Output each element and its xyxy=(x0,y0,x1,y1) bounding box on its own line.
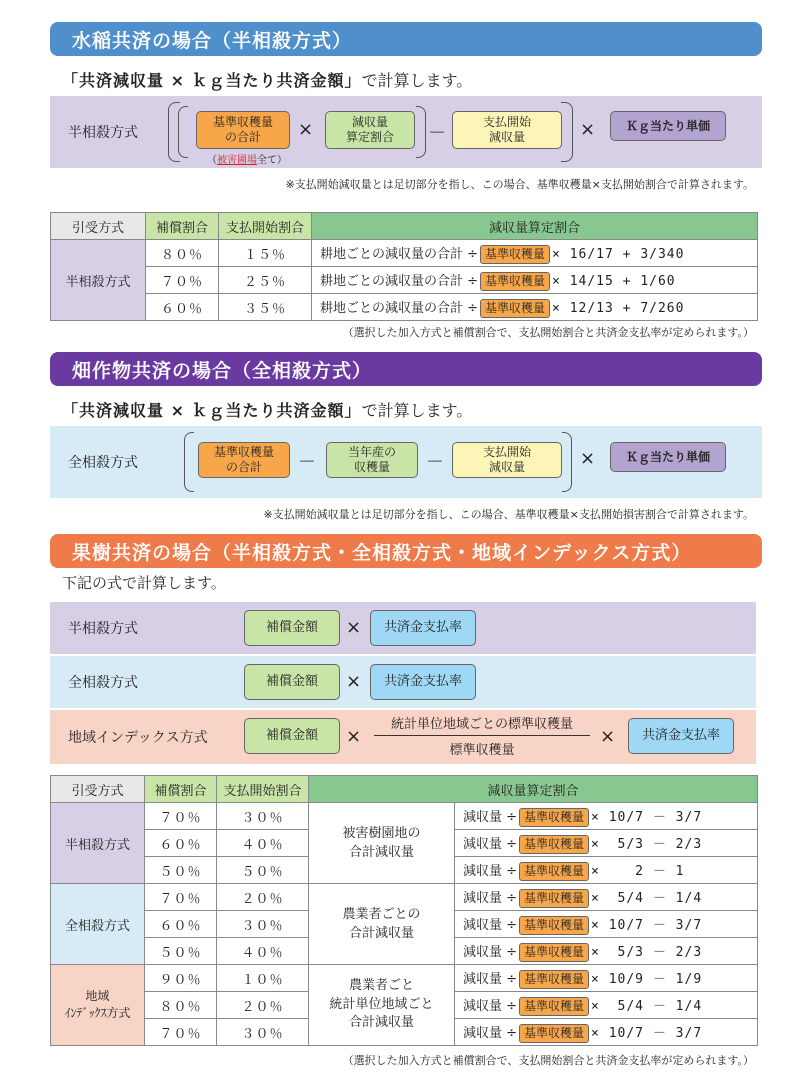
formula-pre: 耕地ごとの減収量の合計 ÷ xyxy=(320,246,479,262)
section-title: 水稲共済の場合（半相殺方式） xyxy=(72,29,353,52)
th-formula: 減収量算定割合 xyxy=(309,776,758,803)
damaged-rest: 全て xyxy=(257,155,277,166)
cell-formula xyxy=(455,1019,758,1046)
th-start: 支払開始割合 xyxy=(217,776,309,803)
lead-text xyxy=(62,398,472,421)
formula-expr: × 16/17 + 3/340 xyxy=(552,246,685,262)
lead-text: 下記の式で計算します。 xyxy=(62,574,226,592)
box-reduction-rate xyxy=(325,111,415,149)
cell-comp: ６０％ xyxy=(145,830,217,857)
reduction-table-rice xyxy=(50,212,758,321)
desc-line: 統計単位地域ごと xyxy=(329,996,434,1012)
box-payment-rate: 共済金支払率 xyxy=(628,718,734,754)
cell-start: ３０％ xyxy=(217,911,309,938)
formula-expr: × 10/7 － 3/7 xyxy=(591,1025,703,1041)
table-note: （選択した加入方式と補償割合で、支払開始割合と共済金支払率が定められます。） xyxy=(342,1054,754,1067)
cell-formula xyxy=(455,857,758,884)
formula-pre: 減収量 ÷ xyxy=(463,944,518,960)
method-label: 地域インデックス方式 xyxy=(68,730,208,746)
table-row xyxy=(51,965,758,992)
th-comp: 補償割合 xyxy=(146,213,219,240)
th-method: 引受方式 xyxy=(51,776,145,803)
section-header-rice xyxy=(50,22,762,56)
formula-expr: × 5/4 － 1/4 xyxy=(591,998,703,1014)
formula-expr: × 10/9 － 1/9 xyxy=(591,971,703,987)
desc-line: 農業者ごと xyxy=(348,977,414,993)
reduction-table-fruit xyxy=(50,775,758,1046)
cell-start: ３０％ xyxy=(217,803,309,830)
times-sign: × xyxy=(298,119,314,140)
times-sign: × xyxy=(346,671,362,692)
formula-expr: × 14/15 + 1/60 xyxy=(552,273,676,289)
cell-formula xyxy=(455,965,758,992)
minus-sign: － xyxy=(298,452,316,473)
method-label: 半相殺方式 xyxy=(68,621,138,637)
formula-expr: × 5/3 － 2/3 xyxy=(591,836,703,852)
formula-tag: 基準収穫量 xyxy=(480,245,550,264)
section-title: 畑作物共済の場合（全相殺方式） xyxy=(72,359,373,382)
box-comp-amount: 補償金額 xyxy=(244,610,340,646)
lead-text xyxy=(62,68,472,91)
cell-start: ２０％ xyxy=(217,992,309,1019)
cell-formula xyxy=(455,884,758,911)
box-start-line1: 支払開始 xyxy=(482,445,531,459)
formula-expr: × 2 － 1 xyxy=(591,863,685,879)
formula-pre: 耕地ごとの減収量の合計 ÷ xyxy=(320,273,479,289)
cell-comp: ６０％ xyxy=(146,294,219,321)
times-sign: × xyxy=(580,448,596,469)
times-sign-2: × xyxy=(580,119,596,140)
cell-start: ４０％ xyxy=(217,830,309,857)
desc-line: 合計減収量 xyxy=(348,926,414,941)
fraction-numerator: 統計単位地域ごとの標準収穫量 xyxy=(390,717,573,732)
table-note: （選択した加入方式と補償割合で、支払開始割合と共済金支払率が定められます。） xyxy=(342,326,754,339)
box-base-line2: の合計 xyxy=(225,460,262,474)
cell-comp: ５０％ xyxy=(145,938,217,965)
cell-comp: ６０％ xyxy=(145,911,217,938)
box-start-line2: 減収量 xyxy=(488,460,525,474)
times-sign: × xyxy=(346,617,362,638)
formula-pre: 減収量 ÷ xyxy=(463,836,518,852)
box-start-line2: 減収量 xyxy=(488,130,525,144)
box-rate-line2: 算定割合 xyxy=(345,130,394,144)
formula-pre: 減収量 ÷ xyxy=(463,917,518,933)
damaged-red: 被害圃場 xyxy=(217,155,257,166)
cell-comp: ７０％ xyxy=(145,803,217,830)
box-base-line2: の合計 xyxy=(224,130,261,144)
row-method: 半相殺方式 xyxy=(51,240,146,321)
formula-tag: 基準収穫量 xyxy=(480,272,550,291)
cell-start: ４０％ xyxy=(217,938,309,965)
box-comp-amount: 補償金額 xyxy=(244,664,340,700)
cell-formula xyxy=(455,911,758,938)
box-base-yield xyxy=(198,442,290,478)
lead-rest: で計算します。 xyxy=(361,401,473,420)
box-start-reduction xyxy=(452,111,562,149)
cell-formula xyxy=(455,992,758,1019)
table-row xyxy=(51,294,758,321)
cell-formula xyxy=(455,938,758,965)
cell-comp: ９０％ xyxy=(145,965,217,992)
box-base-line1: 基準収穫量 xyxy=(213,445,274,459)
formula-tag: 基準収穫量 xyxy=(519,835,589,854)
note-start-reduction: ※支払開始減収量とは足切部分を指し、この場合、基準収穫量×支払開始割合で計算されます。 xyxy=(285,178,754,191)
cell-formula xyxy=(312,294,758,321)
bracket-left xyxy=(184,432,194,492)
minus-sign-2: － xyxy=(426,452,444,473)
damaged-field-note: （被害圃場全て） xyxy=(207,155,287,166)
method-label: 半相殺方式 xyxy=(68,125,138,141)
box-year-line1: 当年産の xyxy=(347,445,396,459)
table-row xyxy=(51,884,758,911)
lead-rest: で計算します。 xyxy=(361,71,473,90)
table-row xyxy=(51,803,758,830)
minus-sign: － xyxy=(428,123,446,144)
inner-bracket-right xyxy=(416,106,426,158)
cell-formula xyxy=(455,803,758,830)
times-sign-2: × xyxy=(600,726,616,747)
formula-tag: 基準収穫量 xyxy=(519,943,589,962)
th-comp: 補償割合 xyxy=(145,776,217,803)
formula-expr: × 5/3 － 2/3 xyxy=(591,944,703,960)
cell-comp: ８０％ xyxy=(145,992,217,1019)
cell-formula xyxy=(312,267,758,294)
formula-expr: × 10/7 － 3/7 xyxy=(591,809,703,825)
formula-tag: 基準収穫量 xyxy=(519,889,589,908)
th-start: 支払開始割合 xyxy=(219,213,312,240)
box-comp-amount: 補償金額 xyxy=(244,718,340,754)
formula-pre: 耕地ごとの減収量の合計 ÷ xyxy=(320,300,479,316)
desc-line: 被害樹園地の xyxy=(342,825,421,841)
row-method: 全相殺方式 xyxy=(51,884,145,965)
cell-formula xyxy=(312,240,758,267)
formula-expr: × 5/4 － 1/4 xyxy=(591,890,703,906)
outer-bracket-right xyxy=(561,102,573,162)
box-year-line2: 収穫量 xyxy=(353,460,390,474)
inner-bracket-left xyxy=(178,106,188,158)
formula-pre: 減収量 ÷ xyxy=(463,863,518,879)
cell-start: ２５％ xyxy=(219,267,312,294)
desc-line: 合計減収量 xyxy=(348,1015,414,1031)
cell-desc xyxy=(309,803,455,884)
formula-tag: 基準収穫量 xyxy=(519,916,589,935)
cell-comp: ７０％ xyxy=(146,267,219,294)
cell-start: ２０％ xyxy=(217,884,309,911)
box-unit-price: Ｋｇ当たり単価 xyxy=(610,442,726,472)
times-sign: × xyxy=(346,726,362,747)
formula-tag: 基準収穫量 xyxy=(519,1024,589,1043)
cell-comp: ７０％ xyxy=(145,884,217,911)
lead-bold: 「共済減収量 × ｋｇ当たり共済金額」 xyxy=(62,71,362,90)
formula-tag: 基準収穫量 xyxy=(519,862,589,881)
box-rate-line1: 減収量 xyxy=(351,115,388,129)
formula-tag: 基準収穫量 xyxy=(519,997,589,1016)
box-base-yield xyxy=(196,111,290,149)
box-start-reduction xyxy=(452,442,562,478)
cell-formula xyxy=(455,830,758,857)
th-formula: 減収量算定割合 xyxy=(312,213,758,240)
cell-desc xyxy=(309,884,455,965)
formula-expr: × 12/13 + 7/260 xyxy=(552,300,685,316)
box-payment-rate: 共済金支払率 xyxy=(370,664,476,700)
fraction-denominator: 標準収穫量 xyxy=(449,743,515,758)
row-method xyxy=(51,965,145,1046)
box-start-line1: 支払開始 xyxy=(482,115,531,129)
formula-pre: 減収量 ÷ xyxy=(463,809,518,825)
note-start-reduction: ※支払開始減収量とは足切部分を指し、この場合、基準収穫量×支払開始損害割合で計算されます。 xyxy=(263,508,754,521)
cell-desc xyxy=(309,965,455,1046)
cell-start: ３５％ xyxy=(219,294,312,321)
method-label: 全相殺方式 xyxy=(68,675,138,691)
desc-line: 合計減収量 xyxy=(348,845,414,860)
formula-pre: 減収量 ÷ xyxy=(463,998,518,1014)
th-method: 引受方式 xyxy=(51,213,146,240)
table-row xyxy=(51,267,758,294)
formula-tag: 基準収穫量 xyxy=(519,970,589,989)
formula-tag: 基準収穫量 xyxy=(519,808,589,827)
formula-pre: 減収量 ÷ xyxy=(463,890,518,906)
formula-tag: 基準収穫量 xyxy=(480,299,550,318)
cell-comp: ８０％ xyxy=(146,240,219,267)
method-line: 地域 xyxy=(85,989,110,1004)
method-label: 全相殺方式 xyxy=(68,455,138,471)
lead-bold: 「共済減収量 × ｋｇ当たり共済金額」 xyxy=(62,401,362,420)
formula-pre: 減収量 ÷ xyxy=(463,1025,518,1041)
cell-comp: ５０％ xyxy=(145,857,217,884)
row-method: 半相殺方式 xyxy=(51,803,145,884)
table-row xyxy=(51,240,758,267)
cell-comp: ７０％ xyxy=(145,1019,217,1046)
cell-start: １０％ xyxy=(217,965,309,992)
section-title: 果樹共済の場合（半相殺方式・全相殺方式・地域インデックス方式） xyxy=(72,541,692,564)
formula-expr: × 10/7 － 3/7 xyxy=(591,917,703,933)
box-payment-rate: 共済金支払率 xyxy=(370,610,476,646)
cell-start: ３０％ xyxy=(217,1019,309,1046)
box-current-yield xyxy=(326,442,418,478)
box-unit-price: Ｋｇ当たり単価 xyxy=(610,111,726,141)
desc-line: 農業者ごとの xyxy=(342,906,421,922)
box-base-line1: 基準収穫量 xyxy=(212,115,273,129)
section-header-fruit xyxy=(50,534,762,568)
section-header-field xyxy=(50,352,762,386)
cell-start: ５０％ xyxy=(217,857,309,884)
formula-pre: 減収量 ÷ xyxy=(463,971,518,987)
bracket-right xyxy=(562,432,572,492)
cell-start: １５％ xyxy=(219,240,312,267)
method-line: ｲﾝﾃﾞｯｸｽ方式 xyxy=(64,1006,131,1020)
fraction-bar xyxy=(374,735,590,736)
